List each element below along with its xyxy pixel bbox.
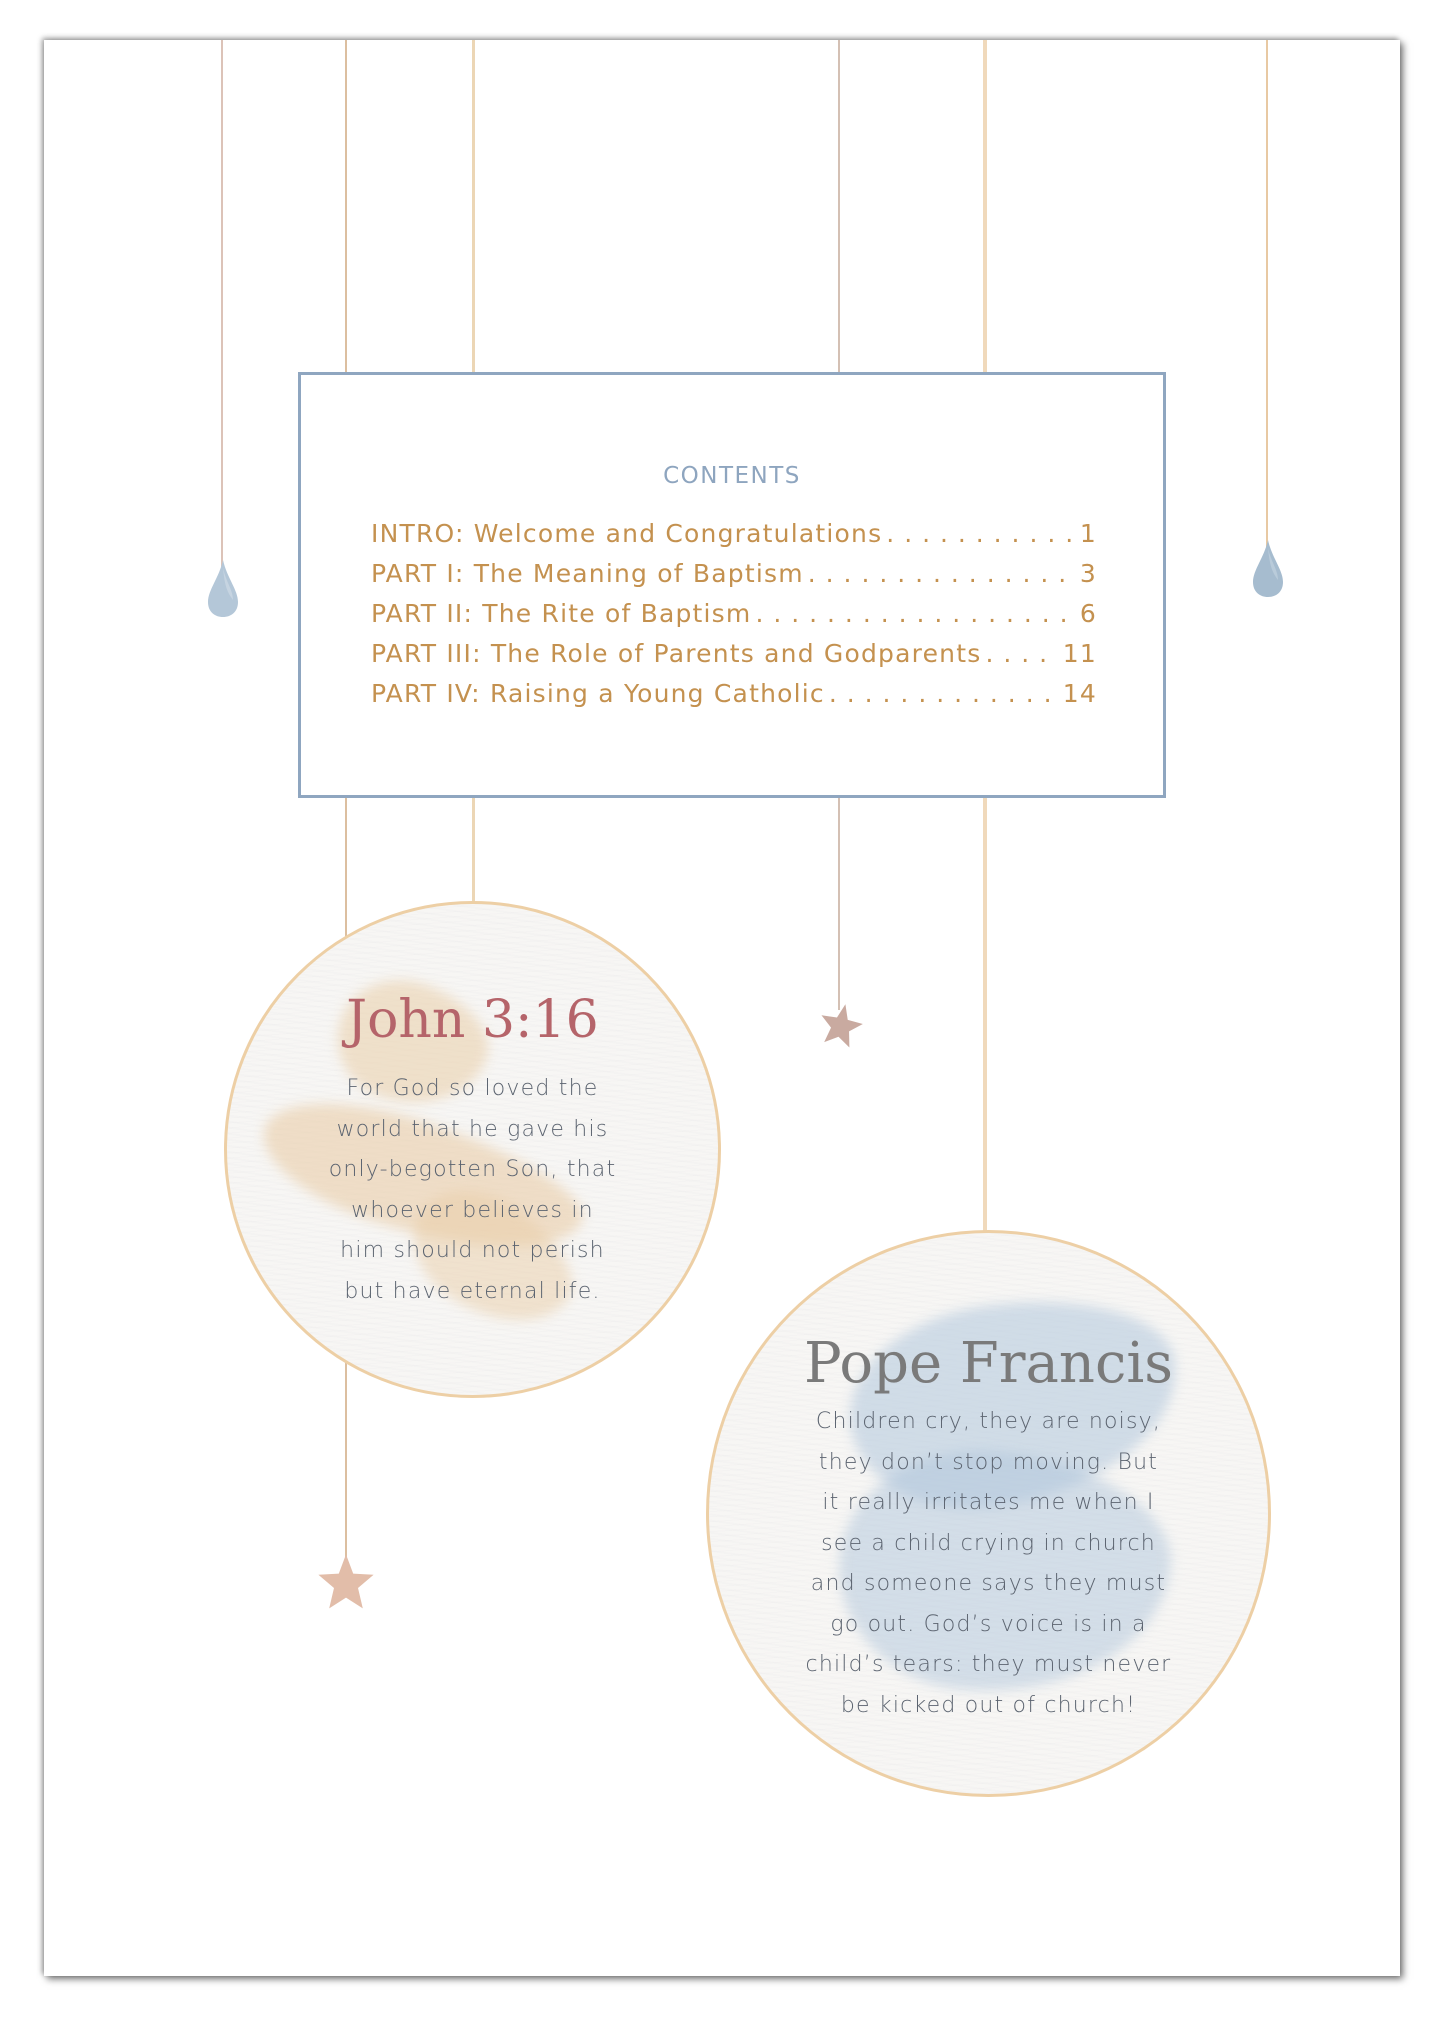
hanger-string-drop-right — [1266, 40, 1268, 548]
quote-line: and someone says they must — [810, 1571, 1167, 1596]
toc-entry-intro[interactable] — [371, 519, 1097, 559]
toc-entry-page: 6 — [1079, 599, 1097, 628]
toc-entry-label: PART I: The Meaning of Baptism — [371, 559, 804, 588]
verse-line: but have eternal life. — [344, 1278, 601, 1304]
toc-entry-part-4[interactable] — [371, 679, 1097, 719]
verse-line: world that he gave his — [336, 1116, 609, 1142]
water-drop-icon — [1252, 540, 1284, 598]
toc-entry-part-1[interactable] — [371, 559, 1097, 599]
document-page — [44, 40, 1400, 1976]
leader-dots — [886, 519, 1076, 548]
john-verse — [227, 1076, 718, 1319]
hanger-string-drop-left — [221, 40, 223, 568]
quote-line: go out. God’s voice is in a — [830, 1611, 1147, 1637]
quote-line: it really irritates me when I — [822, 1490, 1155, 1515]
verse-line: whoever believes in — [351, 1197, 594, 1223]
leader-dots — [985, 639, 1058, 668]
quote-line: child’s tears: they must never — [805, 1652, 1172, 1677]
quote-line: be kicked out of church! — [840, 1692, 1137, 1718]
quote-line: Children cry, they are noisy, — [815, 1409, 1162, 1434]
leader-dots — [755, 599, 1075, 628]
toc-entry-part-3[interactable] — [371, 639, 1097, 679]
leader-dots — [829, 679, 1059, 708]
pope-title: Pope Francis — [803, 1331, 1173, 1396]
toc-entry-page: 11 — [1062, 639, 1097, 668]
quote-line: they don’t stop moving. But — [818, 1449, 1159, 1475]
verse-line: him should not perish — [340, 1238, 605, 1263]
toc-entry-label: PART III: The Role of Parents and Godparents — [371, 639, 982, 668]
john-3-16-medallion — [224, 901, 721, 1398]
pope-francis-medallion — [706, 1230, 1271, 1797]
toc-entry-page: 14 — [1062, 679, 1097, 708]
toc-list — [371, 519, 1097, 719]
star-icon — [316, 1552, 376, 1612]
toc-entry-label: INTRO: Welcome and Congratulations — [371, 519, 883, 548]
water-drop-icon — [207, 560, 239, 618]
star-icon — [818, 1002, 864, 1048]
toc-entry-page: 1 — [1079, 519, 1097, 548]
toc-entry-page: 3 — [1079, 559, 1097, 588]
table-of-contents — [298, 372, 1166, 798]
pope-quote — [709, 1409, 1268, 1733]
toc-entry-part-2[interactable] — [371, 599, 1097, 639]
verse-line: only-begotten Son, that — [328, 1157, 617, 1182]
verse-line: For God so loved the — [346, 1076, 599, 1101]
john-title: John 3:16 — [346, 990, 599, 1050]
toc-heading: CONTENTS — [663, 463, 801, 489]
toc-entry-label: PART II: The Rite of Baptism — [371, 599, 752, 628]
leader-dots — [808, 559, 1076, 588]
toc-entry-label: PART IV: Raising a Young Catholic — [371, 679, 825, 708]
quote-line: see a child crying in church — [821, 1530, 1156, 1556]
